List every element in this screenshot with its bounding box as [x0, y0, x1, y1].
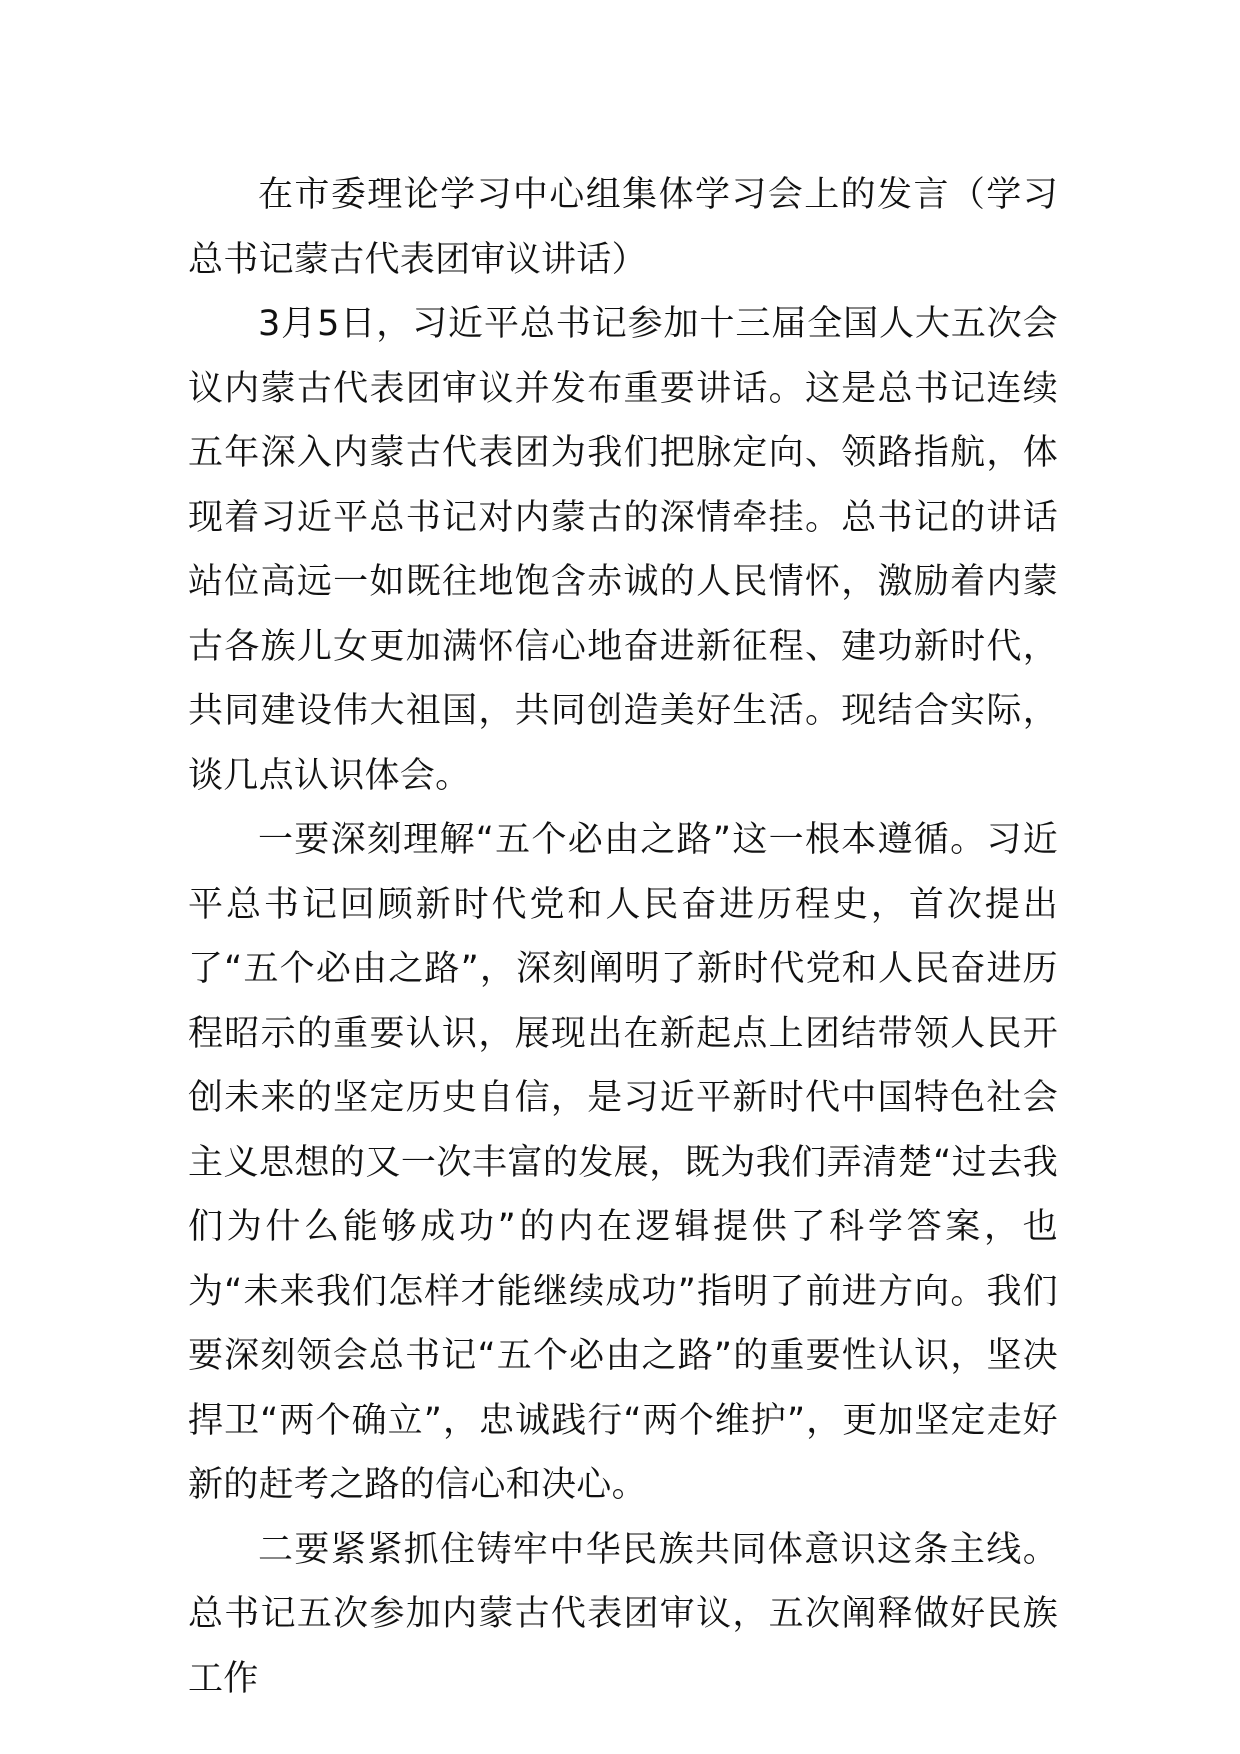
point-two-paragraph: 二要紧紧抓住铸牢中华民族共同体意识这条主线。总书记五次参加内蒙古代表团审议，五次阐释做好民族工作	[188, 1529, 1058, 1699]
intro-paragraph: 3月5日，习近平总书记参加十三届全国人大五次会议内蒙古代表团审议并发布重要讲话。这是总书记连续五年深入内蒙古代表团为我们把脉定向、领路指航，体现着习近平总书记对内蒙古的深情牵挂。总书记的讲话站位高远一如既往地饱含赤诚的人民情怀，激励着内蒙古各族儿女更加满怀信心地奋进新征程、建功新时代，共同建设伟大祖国，共同创造美好生活。现结合实际，谈几点认识体会。	[188, 304, 1058, 796]
document-page	[188, 163, 1058, 1711]
document-title-paragraph: 在市委理论学习中心组集体学习会上的发言（学习总书记蒙古代表团审议讲话）	[188, 175, 1058, 280]
point-one-paragraph: 一要深刻理解“五个必由之路”这一根本遵循。习近平总书记回顾新时代党和人民奋进历程史，首次提出了“五个必由之路”，深刻阐明了新时代党和人民奋进历程昭示的重要认识，展现出在新起点上团结带领人民开创未来的坚定历史自信，是习近平新时代中国特色社会主义思想的又一次丰富的发展，既为我们弄清楚“过去我们为什么能够成功”的内在逻辑提供了科学答案，也为“未来我们怎样才能继续成功”指明了前进方向。我们要深刻领会总书记“五个必由之路”的重要性认识，坚决捍卫“两个确立”，忠诚践行“两个维护”，更加坚定走好新的赶考之路的信心和决心。	[188, 820, 1058, 1505]
